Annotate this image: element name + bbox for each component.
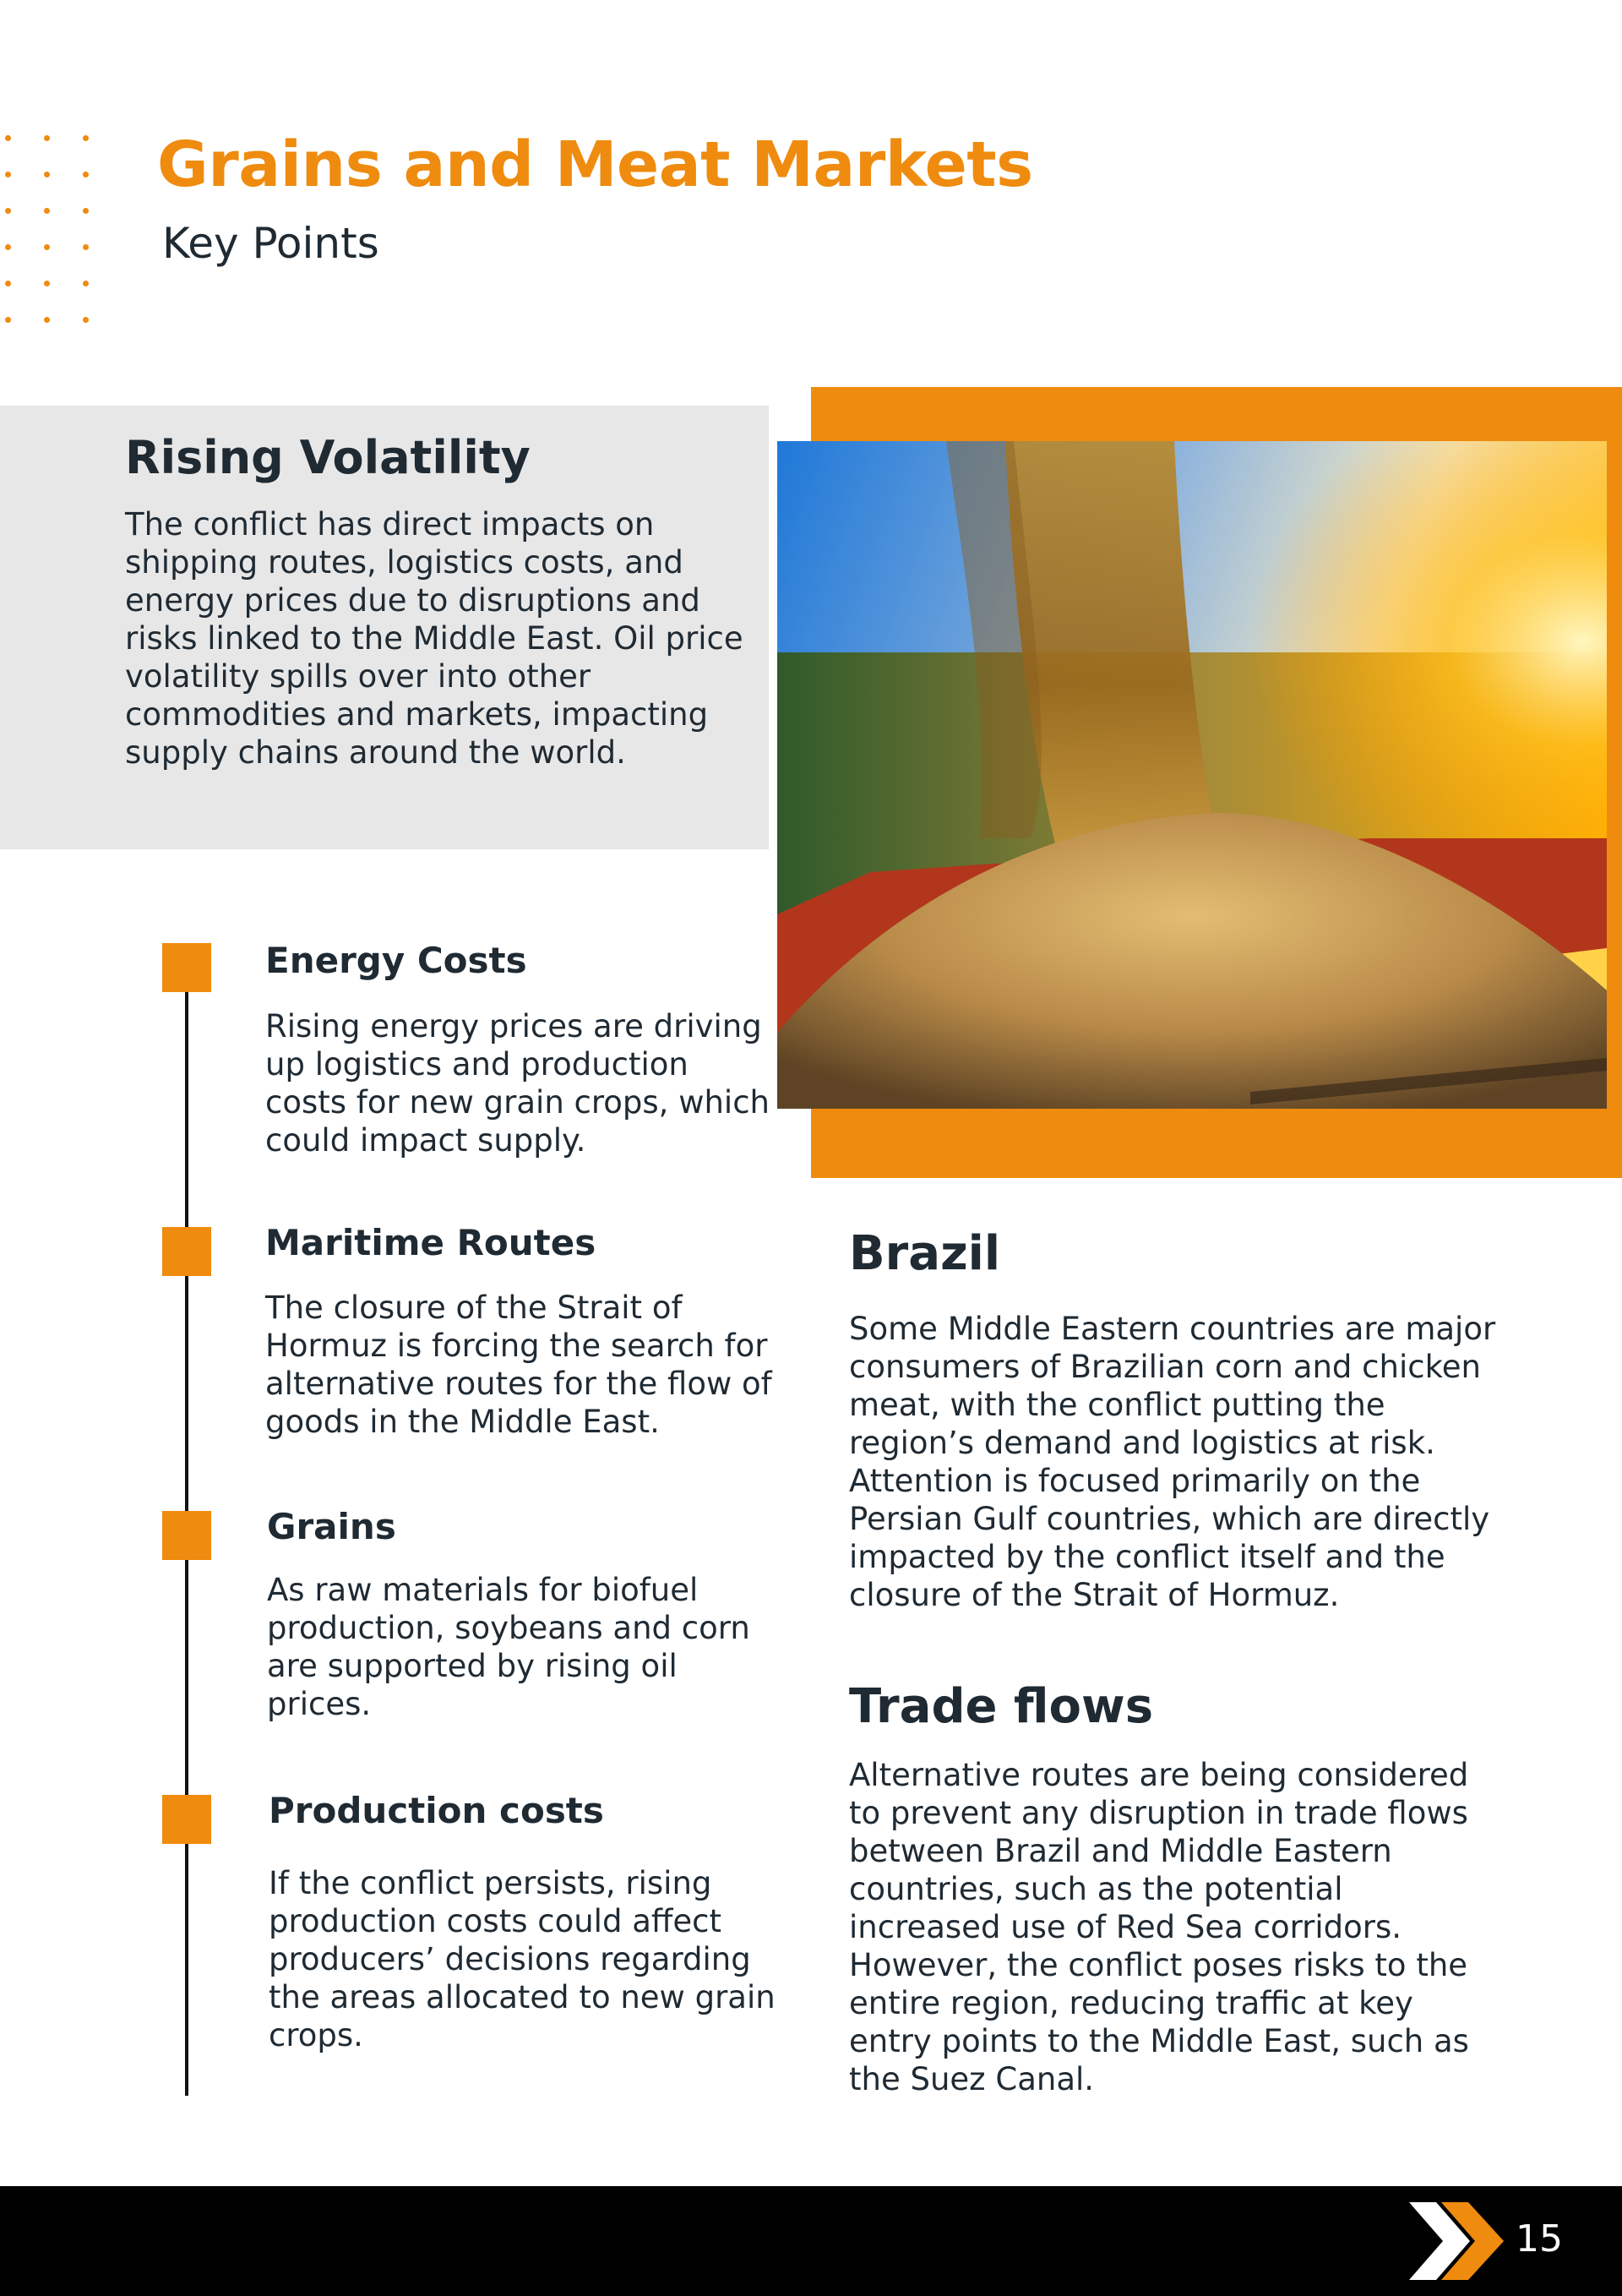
section-body: Some Middle Eastern countries are major consumers of Brazilian corn and chicken meat, with the conflict putting the region’s demand and logistics at risk. Attention is focused primarily on the Persian Gulf countries, which are directly impacted by the conflict itself and the closure of the Strait of Hormuz. [849, 1311, 1496, 1613]
intro-body: The conflict has direct impacts on shipping routes, logistics costs, and energy prices due to disruptions and risks linked to the Middle East. Oil price volatility spills over into other commodities and markets, impacting supply chains around the world. [125, 506, 743, 771]
chevron-right-icon [1409, 2199, 1509, 2283]
dot [5, 281, 11, 286]
timeline-body: If the conflict persists, rising production costs could affect producers’ decisions regarding the areas allocated to new grain crops. [269, 1865, 776, 2053]
dot [44, 281, 50, 286]
section-heading: Trade flows [849, 1679, 1154, 1734]
page-title: Grains and Meat Markets [157, 128, 1033, 201]
timeline-body: Rising energy prices are driving up logistics and production costs for new grain crops, which could impact supply. [265, 1008, 770, 1159]
page-subtitle: Key Points [162, 219, 379, 268]
timeline-marker [162, 1511, 211, 1560]
dot [83, 281, 89, 286]
timeline-marker [162, 1795, 211, 1844]
dot [83, 317, 89, 323]
dot [83, 208, 89, 214]
dot [44, 172, 50, 177]
dot [83, 135, 89, 141]
timeline-heading: Maritime Routes [265, 1222, 596, 1263]
dots-decoration [0, 135, 93, 330]
timeline-body: The closure of the Strait of Hormuz is forcing the search for alternative routes for the flow of goods in the Middle East. [265, 1290, 772, 1440]
timeline-heading: Production costs [269, 1790, 604, 1831]
timeline-body: As raw materials for biofuel production, soybeans and corn are supported by rising oil prices. [267, 1572, 750, 1722]
section-body: Alternative routes are being considered to prevent any disruption in trade flows between Brazil and Middle Eastern countries, such as the potential increased use of Red Sea corridors. However, the conflict poses risks to the entire region, reducing traffic at key entry points to the Middle East, such as the Suez Canal. [849, 1757, 1469, 2097]
grain-harvest-photo [777, 441, 1607, 1109]
dot [44, 317, 50, 323]
section-heading: Brazil [849, 1226, 1001, 1281]
dot [44, 208, 50, 214]
dot [5, 172, 11, 177]
dot [44, 135, 50, 141]
timeline-marker [162, 1227, 211, 1276]
timeline-heading: Energy Costs [265, 940, 527, 981]
footer-bar [0, 2186, 1622, 2296]
dot [5, 244, 11, 250]
timeline-heading: Grains [267, 1506, 396, 1547]
dot [44, 244, 50, 250]
dot [5, 208, 11, 214]
intro-panel [0, 406, 769, 849]
timeline-marker [162, 943, 211, 992]
dot [83, 172, 89, 177]
intro-heading: Rising Volatility [125, 431, 531, 484]
grain-harvest-image [777, 441, 1607, 1109]
dot [5, 317, 11, 323]
dot [83, 244, 89, 250]
page-number: 15 [1516, 2217, 1563, 2261]
dot [5, 135, 11, 141]
